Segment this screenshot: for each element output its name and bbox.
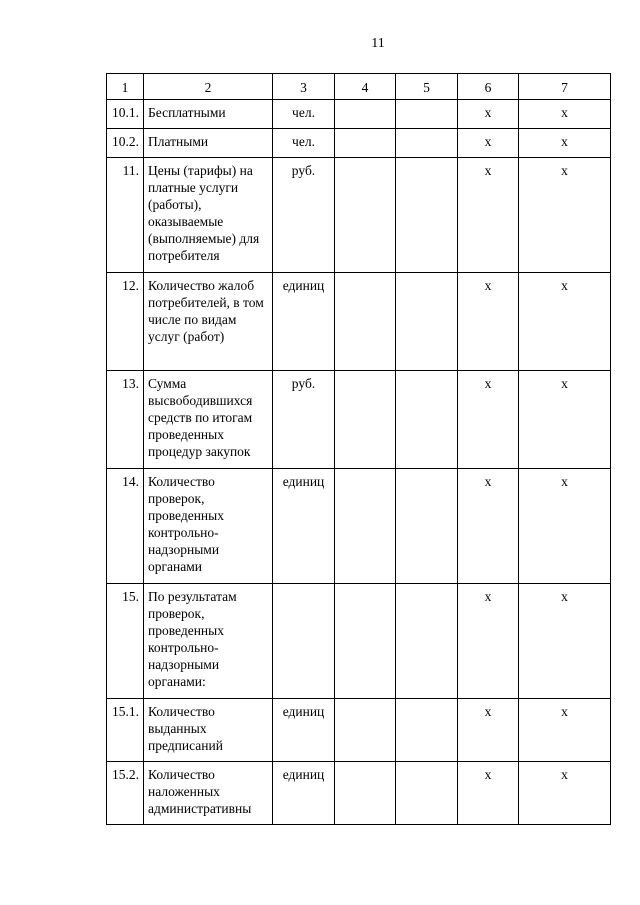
row-number: 15. [107, 584, 144, 699]
row-col4 [335, 699, 396, 762]
table-row [107, 699, 611, 762]
table-row [107, 762, 611, 825]
row-col4 [335, 129, 396, 158]
row-unit [273, 584, 335, 699]
row-name: Сумма высвободившихся средств по итогам проведенных процедур закупок [144, 371, 273, 469]
header-cell: 4 [335, 74, 396, 100]
row-unit: чел. [273, 100, 335, 129]
row-col6: х [458, 129, 519, 158]
row-col6: х [458, 158, 519, 273]
row-number: 12. [107, 273, 144, 371]
row-unit: чел. [273, 129, 335, 158]
table-row [107, 100, 611, 129]
row-col4 [335, 100, 396, 129]
table-row [107, 158, 611, 273]
row-col7: х [519, 273, 611, 371]
header-cell: 2 [144, 74, 273, 100]
row-name: Цены (тарифы) на платные услуги (работы), оказываемые (выполняемые) для потребителя [144, 158, 273, 273]
row-col6: х [458, 699, 519, 762]
row-number: 15.1. [107, 699, 144, 762]
row-col6: х [458, 469, 519, 584]
row-name: Количество наложенных административны [144, 762, 273, 825]
row-unit: единиц [273, 699, 335, 762]
row-unit: руб. [273, 158, 335, 273]
header-cell: 7 [519, 74, 611, 100]
row-col7: х [519, 129, 611, 158]
row-col4 [335, 584, 396, 699]
row-col7: х [519, 100, 611, 129]
row-col5 [396, 158, 458, 273]
row-number: 13. [107, 371, 144, 469]
row-col5 [396, 584, 458, 699]
row-name: Количество жалоб потребителей, в том числе по видам услуг (работ) [144, 273, 273, 371]
row-col7: х [519, 469, 611, 584]
row-col5 [396, 129, 458, 158]
row-col5 [396, 762, 458, 825]
report-table [106, 73, 611, 825]
row-name: Количество выданных предписаний [144, 699, 273, 762]
row-col5 [396, 371, 458, 469]
table-row [107, 469, 611, 584]
row-unit: единиц [273, 762, 335, 825]
header-cell: 5 [396, 74, 458, 100]
row-col7: х [519, 584, 611, 699]
row-name: Бесплатными [144, 100, 273, 129]
row-col4 [335, 371, 396, 469]
row-col4 [335, 762, 396, 825]
row-col6: х [458, 100, 519, 129]
page-number: 11 [371, 36, 385, 51]
header-cell: 3 [273, 74, 335, 100]
row-col4 [335, 273, 396, 371]
row-col4 [335, 158, 396, 273]
table-row [107, 371, 611, 469]
row-unit: единиц [273, 273, 335, 371]
table-row [107, 584, 611, 699]
row-number: 10.1. [107, 100, 144, 129]
header-cell: 1 [107, 74, 144, 100]
header-cell: 6 [458, 74, 519, 100]
row-col6: х [458, 584, 519, 699]
row-col5 [396, 100, 458, 129]
table-row [107, 273, 611, 371]
header-row [107, 74, 611, 100]
row-col6: х [458, 273, 519, 371]
row-number: 14. [107, 469, 144, 584]
row-name: По результатам проверок, проведенных контрольно-надзорными органами: [144, 584, 273, 699]
row-col7: х [519, 158, 611, 273]
row-col7: х [519, 762, 611, 825]
row-col6: х [458, 371, 519, 469]
row-number: 15.2. [107, 762, 144, 825]
row-col5 [396, 273, 458, 371]
row-unit: руб. [273, 371, 335, 469]
row-name: Платными [144, 129, 273, 158]
row-col4 [335, 469, 396, 584]
table-row [107, 129, 611, 158]
row-col5 [396, 699, 458, 762]
row-number: 10.2. [107, 129, 144, 158]
row-name: Количество проверок, проведенных контрольно-надзорными органами [144, 469, 273, 584]
row-col6: х [458, 762, 519, 825]
row-col5 [396, 469, 458, 584]
row-col7: х [519, 699, 611, 762]
row-number: 11. [107, 158, 144, 273]
row-col7: х [519, 371, 611, 469]
row-unit: единиц [273, 469, 335, 584]
